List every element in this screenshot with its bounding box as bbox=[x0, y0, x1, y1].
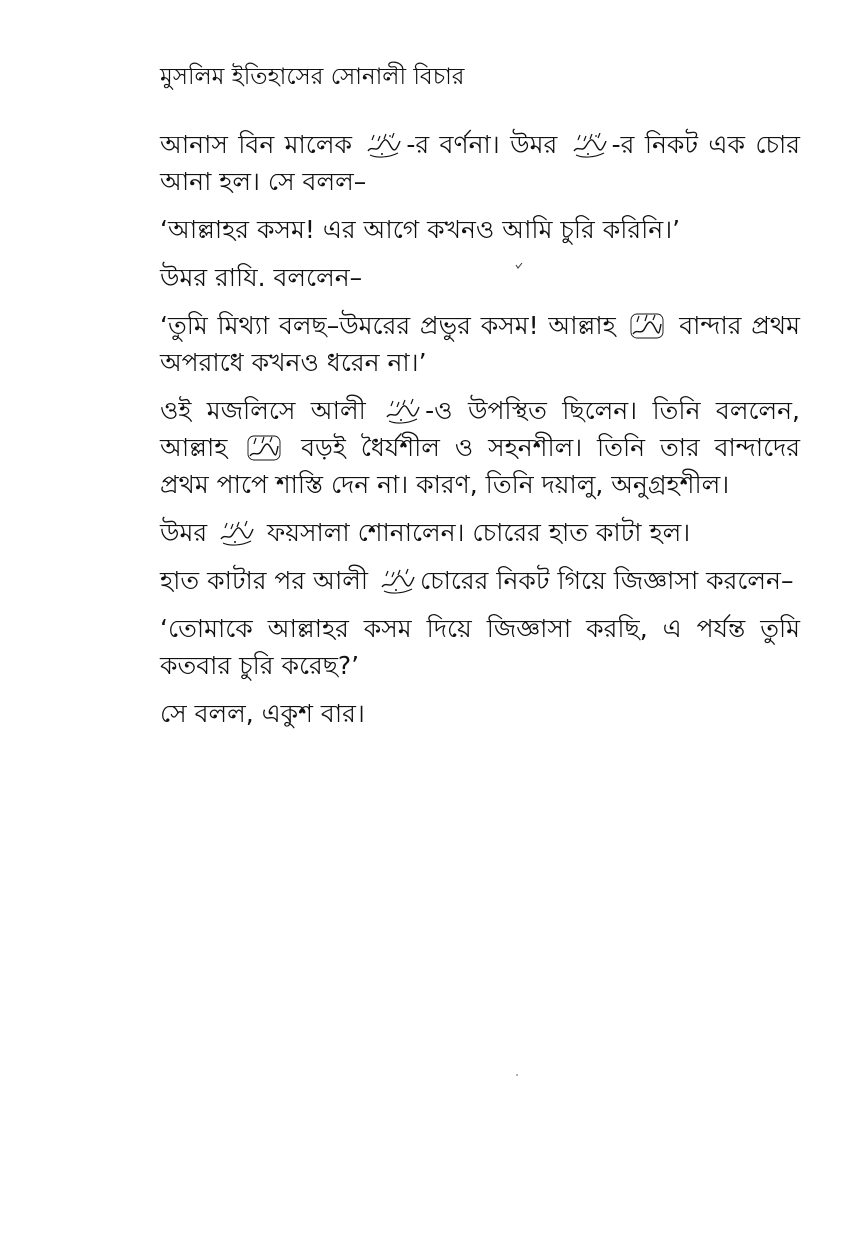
paragraph-4 bbox=[160, 307, 800, 381]
paragraph-3 bbox=[160, 259, 800, 296]
paragraph-6 bbox=[160, 514, 800, 551]
paragraph-5 bbox=[160, 392, 800, 503]
text-segment: -র বর্ণনা। উমর bbox=[406, 130, 568, 159]
text-segment: ফয়সালা শোনালেন। চোরের হাত কাটা হল। bbox=[259, 518, 691, 547]
text-segment: হাত কাটার পর আলী bbox=[160, 566, 376, 595]
paragraph-1 bbox=[160, 126, 800, 200]
paragraph-8 bbox=[160, 610, 800, 684]
text-segment: ওই মজলিসে আলী bbox=[160, 396, 382, 425]
arabic-calligraphy-honorific-icon bbox=[364, 131, 404, 159]
stray-tick-mark bbox=[515, 262, 523, 270]
page-header-title: মুসলিম ইতিহাসের সোনালী বিচার bbox=[160, 64, 465, 90]
text-segment: চোরের নিকট গিয়ে জিজ্ঞাসা করলেন– bbox=[419, 566, 794, 595]
arabic-calligraphy-honorific-icon bbox=[217, 519, 257, 547]
body-text bbox=[160, 126, 800, 743]
text-segment: উমর রাযি. বললেন– bbox=[160, 263, 363, 292]
text-segment: আনাস বিন মালেক bbox=[160, 130, 363, 159]
text-segment: সে বলল, একুশ বার। bbox=[160, 699, 365, 728]
text-segment: উমর bbox=[160, 518, 216, 547]
arabic-calligraphy-honorific-icon bbox=[244, 434, 284, 462]
text-segment: -ও উপস্থিত ছিলেন। তিনি বললেন, আল্লাহ bbox=[160, 396, 800, 462]
arabic-calligraphy-honorific-icon bbox=[627, 312, 667, 340]
text-segment: বড়ই ধৈর্যশীল ও সহনশীল। তিনি তার বান্দাদের প্রথম পাপে শাস্তি দেন না। কারণ, তিনি দয়ালু, অনুগ্রহশীল। bbox=[160, 433, 800, 499]
text-segment: -র নিকট এক চোর আনা হল। সে বলল– bbox=[160, 130, 800, 196]
text-segment: ‘তুমি মিথ্যা বলছ–উমরের প্রভুর কসম! আল্লাহ bbox=[160, 311, 626, 340]
arabic-calligraphy-honorific-icon bbox=[378, 567, 418, 595]
text-segment: ‘আল্লাহর কসম! এর আগে কখনও আমি চুরি করিনি।’ bbox=[160, 215, 681, 244]
text-segment: বান্দার প্রথম অপরাধে কখনও ধরেন না।’ bbox=[160, 311, 800, 377]
paragraph-7 bbox=[160, 562, 800, 599]
stray-dot-mark bbox=[516, 1074, 518, 1076]
arabic-calligraphy-honorific-icon bbox=[570, 131, 610, 159]
arabic-calligraphy-honorific-icon bbox=[383, 397, 423, 425]
paragraph-9 bbox=[160, 695, 800, 732]
paragraph-2 bbox=[160, 211, 800, 248]
text-segment: ‘তোমাকে আল্লাহর কসম দিয়ে জিজ্ঞাসা করছি, এ পর্যন্ত তুমি কতবার চুরি করেছ?’ bbox=[160, 614, 800, 680]
